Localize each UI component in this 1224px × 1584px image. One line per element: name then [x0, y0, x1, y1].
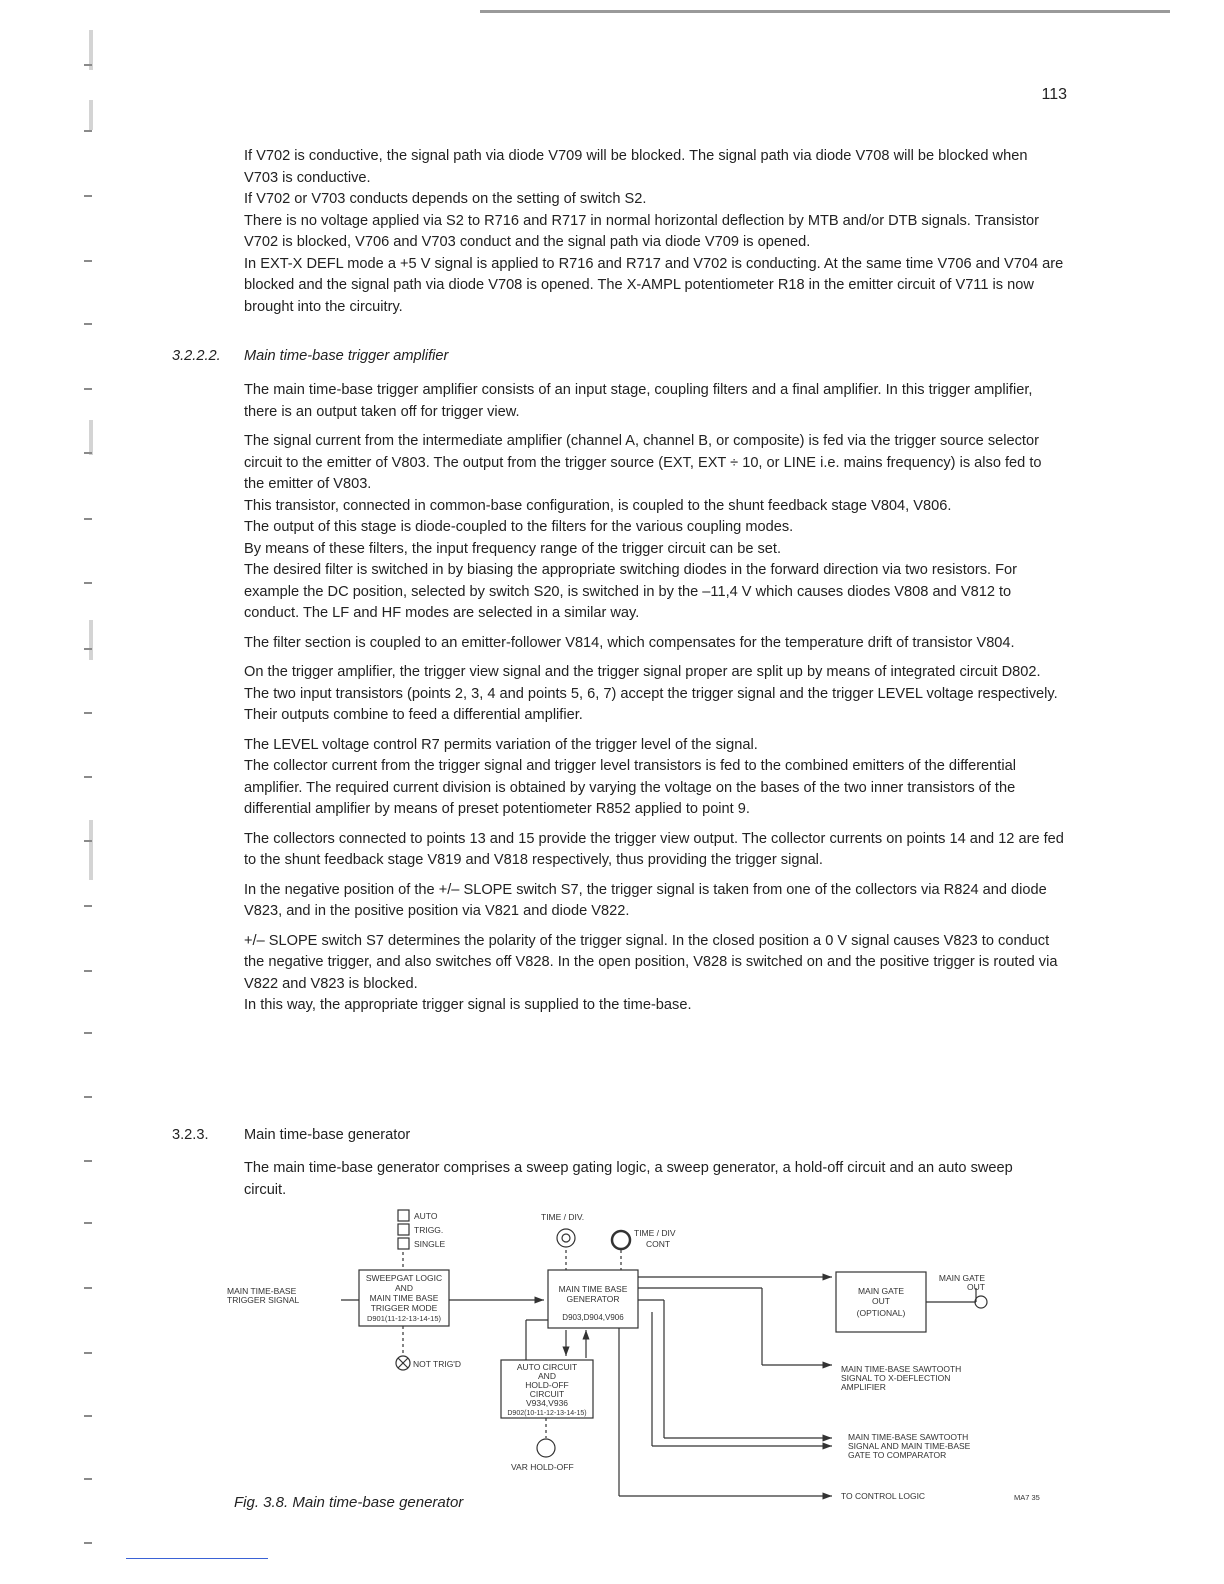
diagram-label: GATE TO COMPARATOR [848, 1450, 947, 1460]
diagram-label: D901(11-12-13-14-15) [366, 1314, 442, 1323]
section-number: 3.2.2.2. [172, 348, 221, 364]
diagram-label: SINGLE [414, 1239, 446, 1249]
paragraph: The collector current from the trigger signal and trigger level transistors is fed to the combined emitters of the differential amplifier. The required current division is obtained by varying the voltage on the bases of the two inner transistors of the differential amplifier by means of preset potentiometer R852 applied to point 9. [244, 758, 1016, 817]
paragraph: In this way, the appropriate trigger signal is supplied to the time-base. [244, 997, 692, 1013]
diagram-label: TO CONTROL LOGIC [841, 1491, 926, 1501]
paragraph: In EXT-X DEFL mode a +5 V signal is applied to R716 and R717 and V702 is conducting. At the same time V706 and V704 are blocked and the signal path via diode V708 is opened. The X-AMPL potentiometer R18 in the emitter circuit of V711 is now brought into the circuitry. [244, 255, 1064, 315]
section-body [244, 1158, 1034, 1201]
diagram-label: GENERATOR [566, 1294, 620, 1304]
diagram-label: TRIGG. [414, 1225, 444, 1235]
page-number: 113 [1041, 86, 1067, 103]
diagram-label: TRIGGER SIGNAL [227, 1295, 300, 1305]
paragraph: The main time-base trigger amplifier consists of an input stage, coupling filters and a final amplifier. In this trigger amplifier, there is an output taken off for trigger view. [244, 382, 1033, 420]
paragraph: In the negative position of the +/– SLOPE switch S7, the trigger signal is taken from one of the collectors via R824 and diode V823, and in the positive position via V821 and diode V822. [244, 881, 1047, 919]
diagram-label: AUTO CIRCUIT [516, 1362, 578, 1372]
diagram-label: V934,V936 [525, 1398, 569, 1408]
diagram-label: SWEEPGAT LOGIC [365, 1273, 443, 1283]
figure-caption: Fig. 3.8. Main time-base generator [234, 1494, 464, 1511]
diagram-label: CIRCUIT [529, 1389, 565, 1399]
paragraph: By means of these filters, the input frequency range of the trigger circuit can be set. [244, 540, 782, 557]
paragraph: If V702 or V703 conducts depends on the setting of switch S2. [244, 191, 647, 207]
paragraph: On the trigger amplifier, the trigger view signal and the trigger signal proper are split up by means of integrated circuit D802. [244, 664, 1041, 680]
diagram-label: AND [538, 1371, 556, 1381]
paragraph: The two input transistors (points 2, 3, 4 and points 5, 6, 7) accept the trigger signal and the trigger LEVEL voltage respectively. Their outputs combine to feed a differential amplifier. [244, 685, 1058, 723]
diagram-label: D902(10-11-12-13-14-15) [507, 1410, 587, 1417]
diagram-label: SIGNAL AND MAIN TIME-BASE [848, 1441, 971, 1451]
paragraph: If V702 is conductive, the signal path via diode V709 will be blocked. The signal path via diode V708 will be blocked when V703 is conductive. [244, 148, 1028, 186]
section-title: Main time-base trigger amplifier [244, 348, 449, 364]
paragraph: The collectors connected to points 13 and 15 provide the trigger view output. The collector currents on points 14 and 12 are fed to the shunt feedback stage V819 and V818 respectively, thus providing the trigger signal. [244, 830, 1064, 868]
diagram-label: AMPLIFIER [841, 1382, 886, 1392]
diagram-label: D903,D904,V906 [562, 1313, 624, 1322]
paragraph: The filter section is coupled to an emitter-follower V814, which compensates for the temperature drift of transistor V804. [244, 634, 1015, 651]
section-title: Main time-base generator [244, 1127, 411, 1143]
intro-block [244, 146, 1064, 318]
paragraph: The signal current from the intermediate amplifier (channel A, channel B, or composite) is fed via the trigger source selector circuit to the emitter of V803. The output from the trigger source (EXT, EXT ÷ 10, or LINE i.e. mains frequency) is also fed to the emitter of V803. [244, 433, 1042, 492]
paragraph: This transistor, connected in common-base configuration, is coupled to the shunt feedback stage V804, V806. [244, 497, 952, 514]
paragraph: The output of this stage is diode-coupled to the filters for the various coupling modes. [244, 519, 794, 535]
diagram-label: MAIN TIME BASE [558, 1284, 628, 1294]
block-diagram [226, 1200, 1040, 1525]
switch-auto-icon [398, 1210, 409, 1221]
diagram-label: HOLD-OFF [525, 1380, 569, 1390]
diagram-label: MAIN TIME BASE [369, 1293, 439, 1303]
diagram-label: AND [395, 1283, 413, 1293]
paragraph: The main time-base generator comprises a sweep gating logic, a sweep generator, a hold-off circuit and an auto sweep circuit. [244, 1160, 1013, 1198]
switch-trigg-icon [398, 1224, 409, 1235]
diagram-label: MAIN TIME-BASE [227, 1286, 297, 1296]
figure-ref-code: MA7 35 [1014, 1493, 1040, 1502]
var-hold-off-knob-icon [537, 1439, 555, 1457]
diagram-label: SIGNAL TO X-DEFLECTION [841, 1373, 951, 1383]
bottom-rule [126, 1558, 268, 1559]
section-number: 3.2.3. [172, 1127, 209, 1143]
diagram-label: OUT [967, 1282, 985, 1292]
diagram-label: MAIN TIME-BASE SAWTOOTH [848, 1432, 969, 1442]
top-rule [480, 10, 1170, 13]
paragraph: There is no voltage applied via S2 to R716 and R717 in normal horizontal deflection by MTB and/or DTB signals. Transistor V702 is blocked, V706 and V703 conduct and the signal path via diode V709 is opened. [244, 212, 1039, 250]
diagram-label: MAIN GATE [938, 1273, 985, 1283]
diagram-label: AUTO [414, 1211, 438, 1221]
diagram-label: MAIN TIME-BASE SAWTOOTH [841, 1364, 962, 1374]
diagram-label: CONT [646, 1239, 671, 1249]
diagram-label: VAR HOLD-OFF [511, 1462, 574, 1472]
switch-single-icon [398, 1238, 409, 1249]
paragraph: The LEVEL voltage control R7 permits variation of the trigger level of the signal. [244, 736, 758, 753]
paragraph: The desired filter is switched in by biasing the appropriate switching diodes in the forward direction via two resistors. For example the DC position, selected by switch S20, is switched in by the –11,4 V which causes diodes V808 and V812 to conduct. The LF and HF modes are selected in a similar way. [244, 562, 1018, 621]
diagram-label: TIME / DIV [634, 1228, 676, 1238]
scan-edge [0, 0, 110, 1584]
diagram-label: MAIN GATE [857, 1286, 905, 1296]
diagram-label: TRIGGER MODE [370, 1303, 438, 1313]
diagram-label: (OPTIONAL) [856, 1308, 906, 1318]
diagram-label: OUT [872, 1296, 890, 1306]
section-body [244, 380, 1064, 1017]
paragraph: +/– SLOPE switch S7 determines the polarity of the trigger signal. In the closed position a 0 V signal causes V823 to conduct the negative trigger, and also switches off V828. In the open position, V828 is switched on and the positive trigger is routed via V822 and V823 is blocked. [244, 932, 1058, 992]
main-gate-out-connector-icon [975, 1296, 987, 1308]
time-div-cont-knob-icon [612, 1231, 630, 1249]
diagram-label: NOT TRIG'D [413, 1359, 462, 1369]
diagram-label: TIME / DIV. [541, 1212, 585, 1222]
